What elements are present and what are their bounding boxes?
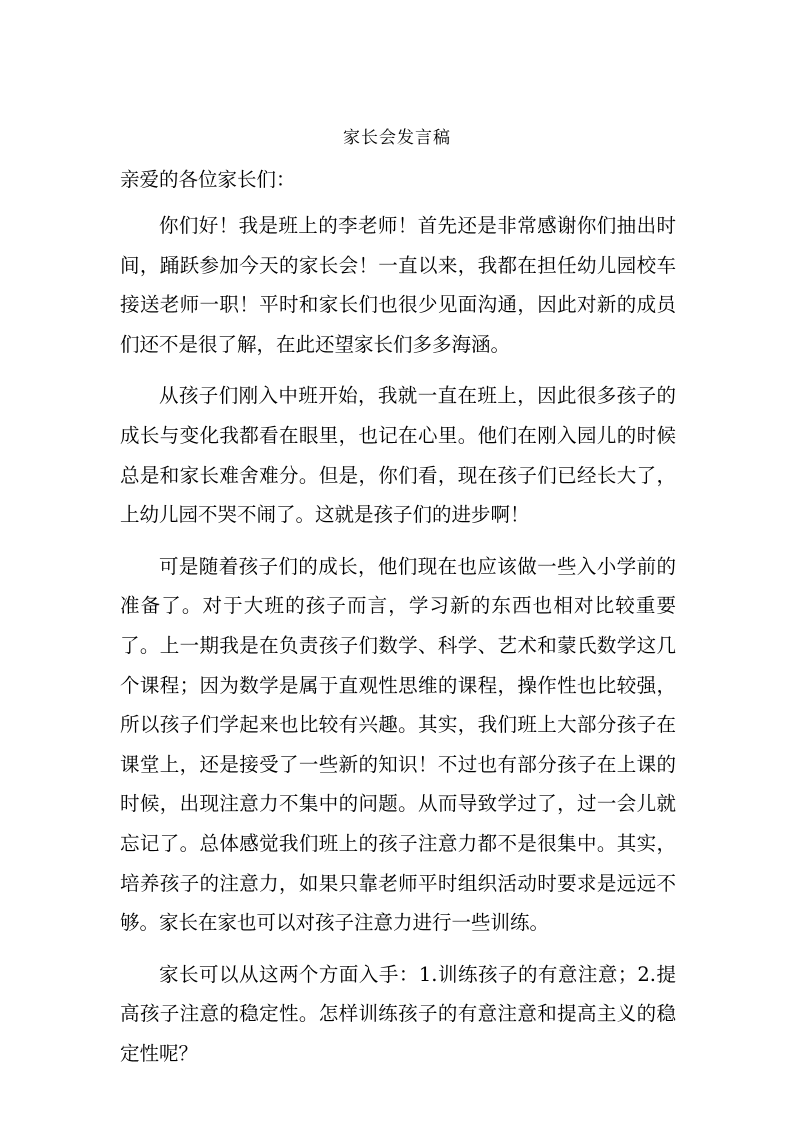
paragraph-introduction: 你们好！我是班上的李老师！首先还是非常感谢你们抽出时间，踊跃参加今天的家长会！一直以来，我都在担任幼儿园校车接送老师一职！平时和家长们也很少见面沟通，因此对新的成员们还不是很了解，在此还望家长们多多海涵。 bbox=[120, 214, 676, 356]
paragraph-preparation: 可是随着孩子们的成长，他们现在也应该做一些入小学前的准备了。对于大班的孩子而言，学习新的东西也相对比较重要了。上一期我是在负责孩子们数学、科学、艺术和蒙氏数学这几个课程；因为数学是属于直观性思维的课程，操作性也比较强，所以孩子们学起来也比较有兴趣。其实，我们班上大部分孩子在课堂上，还是接受了一些新的知识！不过也有部分孩子在上课的时候，出现注意力不集中的问题。从而导致学过了，过一会儿就忘记了。总体感觉我们班上的孩子注意力都不是很集中。其实，培养孩子的注意力，如果只靠老师平时组织活动时要求是远远不够。家长在家也可以对孩子注意力进行一些训练。 bbox=[120, 554, 676, 935]
paragraph-growth: 从孩子们刚入中班开始，我就一直在班上，因此很多孩子的成长与变化我都看在眼里，也记在心里。他们在刚入园儿的时候总是和家长难舍难分。但是，你们看，现在孩子们已经长大了，上幼儿园不哭不闹了。这就是孩子们的进步啊！ bbox=[120, 384, 676, 527]
document-body bbox=[120, 206, 676, 1085]
greeting-line: 亲爱的各位家长们： bbox=[120, 168, 296, 191]
document-title: 家长会发言稿 bbox=[343, 128, 451, 148]
paragraph-attention: 家长可以从这两个方面入手：1.训练孩子的有意注意；2.提高孩子注意的稳定性。怎样训练孩子的有意注意和提高主义的稳定性呢？ bbox=[120, 962, 676, 1065]
